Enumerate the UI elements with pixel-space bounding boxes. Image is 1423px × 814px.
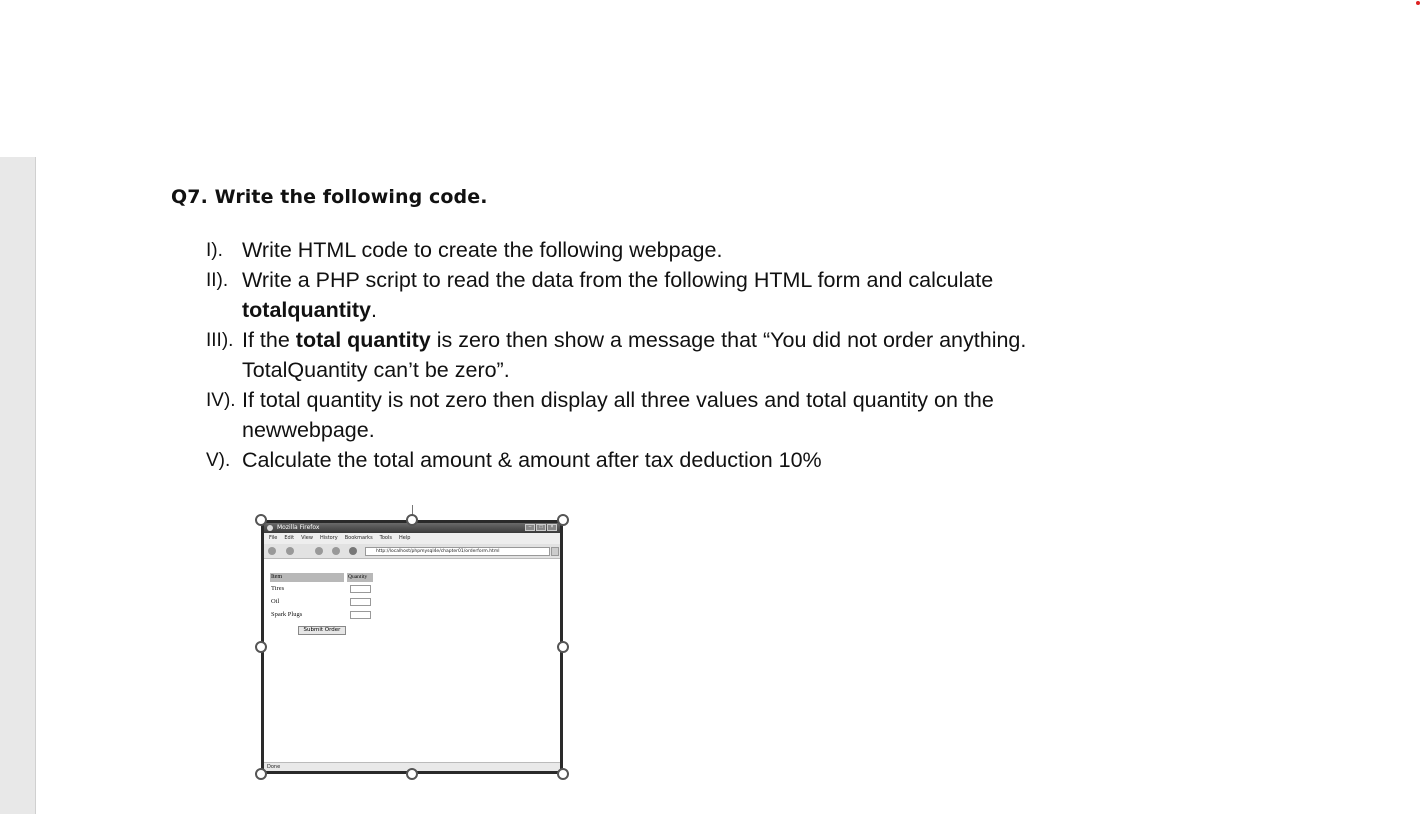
page-left-margin bbox=[0, 157, 36, 814]
question-item bbox=[206, 265, 1036, 325]
oil-quantity-input bbox=[350, 598, 371, 606]
question-heading: Q7. Write the following code. bbox=[171, 186, 488, 208]
browser-window-title: Mozilla Firefox bbox=[277, 524, 320, 531]
browser-status-bar: Done bbox=[264, 762, 560, 771]
maximize-icon: □ bbox=[536, 524, 546, 531]
question-item bbox=[206, 325, 1036, 385]
browser-menu-item: Edit bbox=[284, 535, 295, 541]
table-header-item: Item bbox=[270, 573, 344, 582]
question-text: Write HTML code to create the following webpage. bbox=[242, 238, 723, 262]
resize-handle-top-left[interactable] bbox=[255, 514, 267, 526]
reload-icon bbox=[315, 547, 323, 555]
browser-menu-item: View bbox=[301, 535, 313, 541]
question-text: Calculate the total amount & amount after tax deduction 10% bbox=[242, 448, 822, 472]
row-label-oil: Oil bbox=[271, 598, 280, 605]
row-label-spark-plugs: Spark Plugs bbox=[271, 611, 303, 618]
question-text: is zero then show a message that “You did not order anything. TotalQuantity can’t be zero”. bbox=[242, 328, 1027, 382]
question-item bbox=[206, 235, 1036, 265]
question-item bbox=[206, 445, 1036, 475]
question-number: III). bbox=[206, 330, 234, 351]
red-marker-dot bbox=[1416, 1, 1420, 5]
browser-menu-bar bbox=[264, 533, 560, 544]
browser-menu-item: Tools bbox=[379, 535, 392, 541]
question-list bbox=[206, 235, 1036, 475]
question-emphasis: total quantity bbox=[295, 328, 431, 352]
browser-menu-item: File bbox=[269, 535, 278, 541]
resize-handle-left[interactable] bbox=[255, 641, 267, 653]
tires-quantity-input bbox=[350, 585, 371, 593]
browser-menu-item: Help bbox=[399, 535, 411, 541]
question-text: Write a PHP script to read the data from the following HTML form and calculate bbox=[242, 268, 994, 292]
question-number: II). bbox=[206, 270, 229, 291]
submit-order-button: Submit Order bbox=[298, 626, 346, 635]
back-icon bbox=[268, 547, 276, 555]
firefox-icon bbox=[267, 525, 273, 531]
stop-icon bbox=[332, 547, 340, 555]
question-item bbox=[206, 385, 1036, 445]
question-number: IV). bbox=[206, 390, 236, 411]
browser-nav-bar bbox=[264, 544, 560, 559]
question-text: . bbox=[371, 298, 377, 322]
resize-handle-bottom-right[interactable] bbox=[557, 768, 569, 780]
resize-handle-bottom[interactable] bbox=[406, 768, 418, 780]
browser-menu-item: Bookmarks bbox=[344, 535, 373, 541]
spark-plugs-quantity-input bbox=[350, 611, 371, 619]
resize-handle-top-right[interactable] bbox=[557, 514, 569, 526]
forward-icon bbox=[286, 547, 294, 555]
browser-page-content bbox=[264, 559, 560, 762]
resize-handle-top[interactable] bbox=[406, 514, 418, 526]
home-icon bbox=[349, 547, 357, 555]
browser-url-field: http://localhost/phpmysql4e/chapter01/orderform.html bbox=[365, 547, 550, 556]
question-number: V). bbox=[206, 450, 231, 471]
go-icon bbox=[551, 547, 559, 556]
row-label-tires: Tires bbox=[271, 585, 285, 592]
close-icon: × bbox=[547, 524, 557, 531]
question-text: If total quantity is not zero then display all three values and total quantity on the newwebpage. bbox=[242, 388, 994, 442]
resize-handle-right[interactable] bbox=[557, 641, 569, 653]
question-text: If the bbox=[242, 328, 296, 352]
browser-menu-item: History bbox=[319, 535, 338, 541]
question-number: I). bbox=[206, 240, 223, 261]
embedded-screenshot-image[interactable] bbox=[261, 520, 563, 774]
table-header-quantity: Quantity bbox=[347, 573, 373, 582]
resize-handle-bottom-left[interactable] bbox=[255, 768, 267, 780]
window-controls bbox=[525, 524, 557, 531]
minimize-icon: – bbox=[525, 524, 535, 531]
question-emphasis: totalquantity bbox=[242, 298, 371, 322]
